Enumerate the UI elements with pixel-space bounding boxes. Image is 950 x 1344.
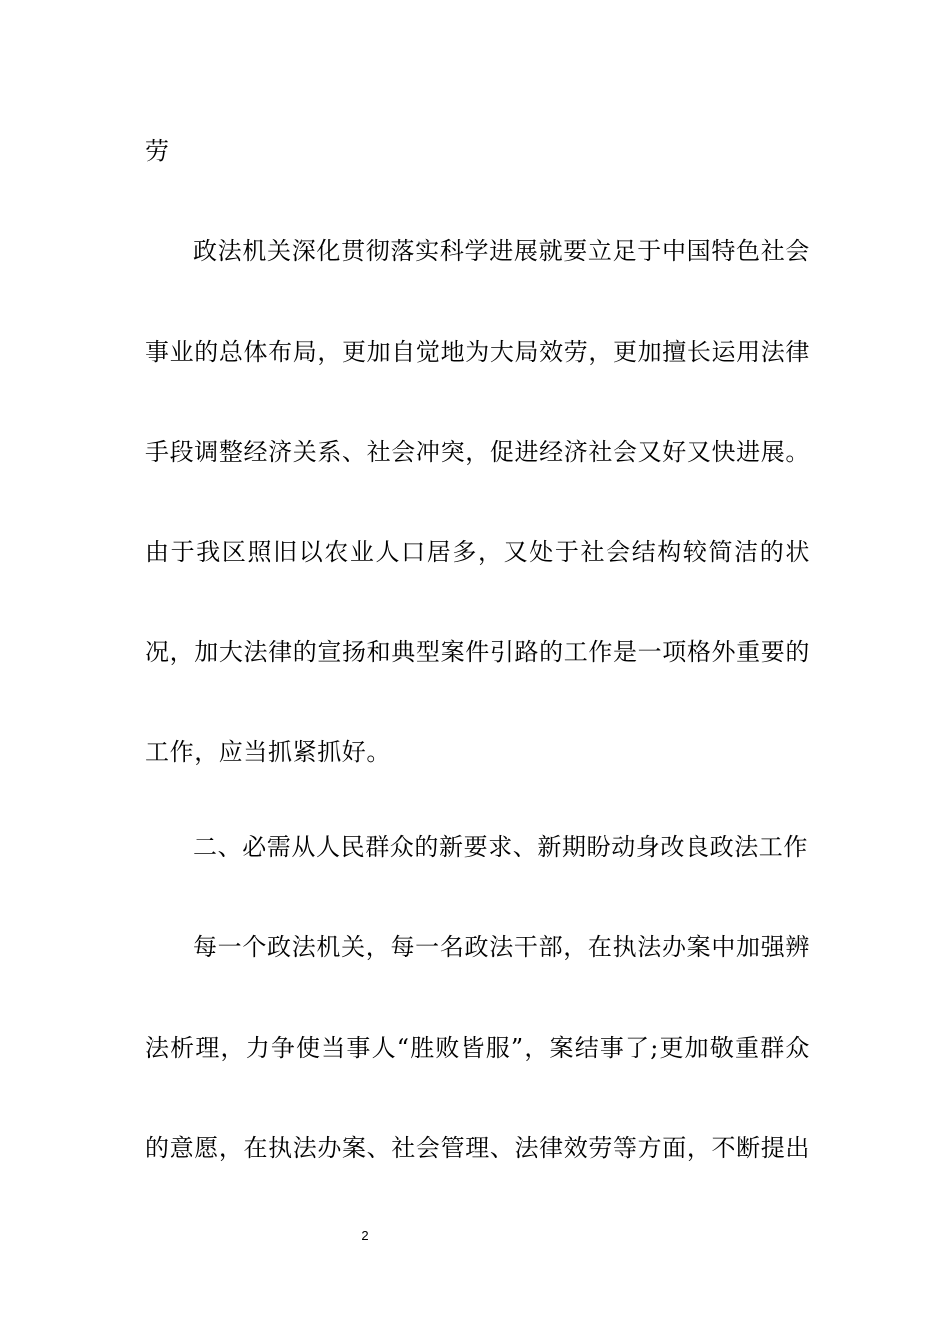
text-line-2: 政法机关深化贯彻落实科学进展就要立足于中国特色社会	[193, 237, 810, 265]
text-line-9: 每一个政法机关，每一名政法干部，在执法办案中加强辨	[193, 933, 810, 961]
page-number: 2	[361, 1228, 369, 1243]
text-line-11: 的意愿，在执法办案、社会管理、法律效劳等方面，不断提出	[145, 1134, 810, 1162]
text-line-5: 由于我区照旧以农业人口居多，又处于社会结构较简洁的状	[145, 538, 810, 566]
text-line-10: 法析理，力争使当事人“胜败皆服”，案结事了;更加敬重群众	[145, 1034, 810, 1062]
text-line-3: 事业的总体布局，更加自觉地为大局效劳，更加擅长运用法律	[145, 338, 810, 366]
text-line-4: 手段调整经济关系、社会冲突，促进经济社会又好又快进展。	[145, 438, 810, 466]
section-heading: 二、必需从人民群众的新要求、新期盼动身改良政法工作	[193, 833, 808, 861]
text-line-6: 况，加大法律的宣扬和典型案件引路的工作是一项格外重要的	[145, 638, 810, 666]
text-line-1: 劳	[145, 137, 170, 165]
text-line-7: 工作，应当抓紧抓好。	[145, 738, 391, 766]
